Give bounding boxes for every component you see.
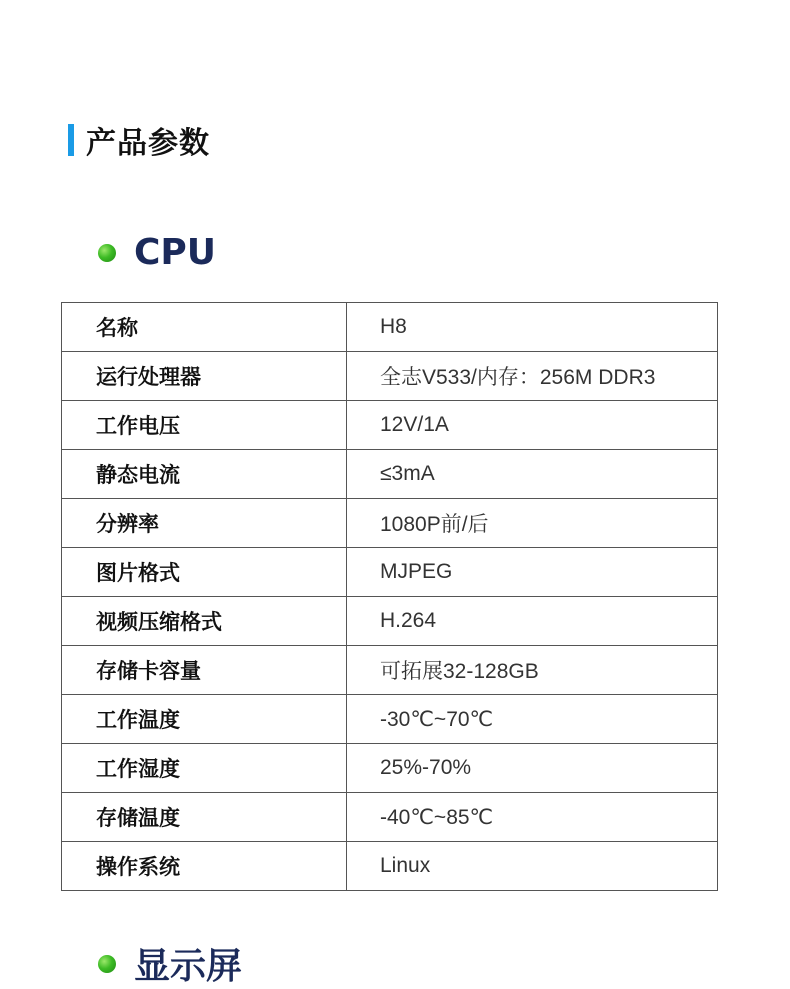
spec-key: 存储温度 (62, 793, 347, 842)
spec-key: 运行处理器 (62, 352, 347, 401)
section-accent-bar (68, 124, 74, 156)
spec-value: 全志V533/内存：256M DDR3 (347, 352, 718, 401)
table-row (62, 695, 718, 744)
display-group-header (98, 938, 242, 989)
spec-value: ≤3mA (347, 450, 718, 499)
spec-key: 视频压缩格式 (62, 597, 347, 646)
green-bullet-icon (98, 244, 116, 262)
table-row (62, 303, 718, 352)
table-row (62, 793, 718, 842)
section-title: 产品参数 (86, 126, 210, 161)
spec-value: Linux (347, 842, 718, 891)
cpu-group-header (98, 232, 216, 273)
table-row (62, 548, 718, 597)
spec-key: 操作系统 (62, 842, 347, 891)
spec-value: 可拓展32-128GB (347, 646, 718, 695)
spec-value: 25%-70% (347, 744, 718, 793)
table-row (62, 646, 718, 695)
spec-value: 1080P前/后 (347, 499, 718, 548)
spec-key: 工作温度 (62, 695, 347, 744)
table-row (62, 842, 718, 891)
green-bullet-icon (98, 955, 116, 973)
spec-table (61, 302, 718, 891)
spec-key: 工作湿度 (62, 744, 347, 793)
section-header (68, 118, 210, 162)
spec-key: 分辨率 (62, 499, 347, 548)
spec-value: MJPEG (347, 548, 718, 597)
table-row (62, 352, 718, 401)
spec-value: -40℃~85℃ (347, 793, 718, 842)
table-row (62, 401, 718, 450)
table-row (62, 499, 718, 548)
spec-key: 名称 (62, 303, 347, 352)
spec-key: 工作电压 (62, 401, 347, 450)
spec-value: H.264 (347, 597, 718, 646)
table-row (62, 450, 718, 499)
cpu-group-title: CPU (134, 232, 217, 273)
spec-value: H8 (347, 303, 718, 352)
spec-value: -30℃~70℃ (347, 695, 718, 744)
spec-key: 图片格式 (62, 548, 347, 597)
spec-key: 静态电流 (62, 450, 347, 499)
spec-key: 存储卡容量 (62, 646, 347, 695)
table-row (62, 597, 718, 646)
spec-value: 12V/1A (347, 401, 718, 450)
table-row (62, 744, 718, 793)
display-group-title: 显示屏 (134, 946, 243, 987)
